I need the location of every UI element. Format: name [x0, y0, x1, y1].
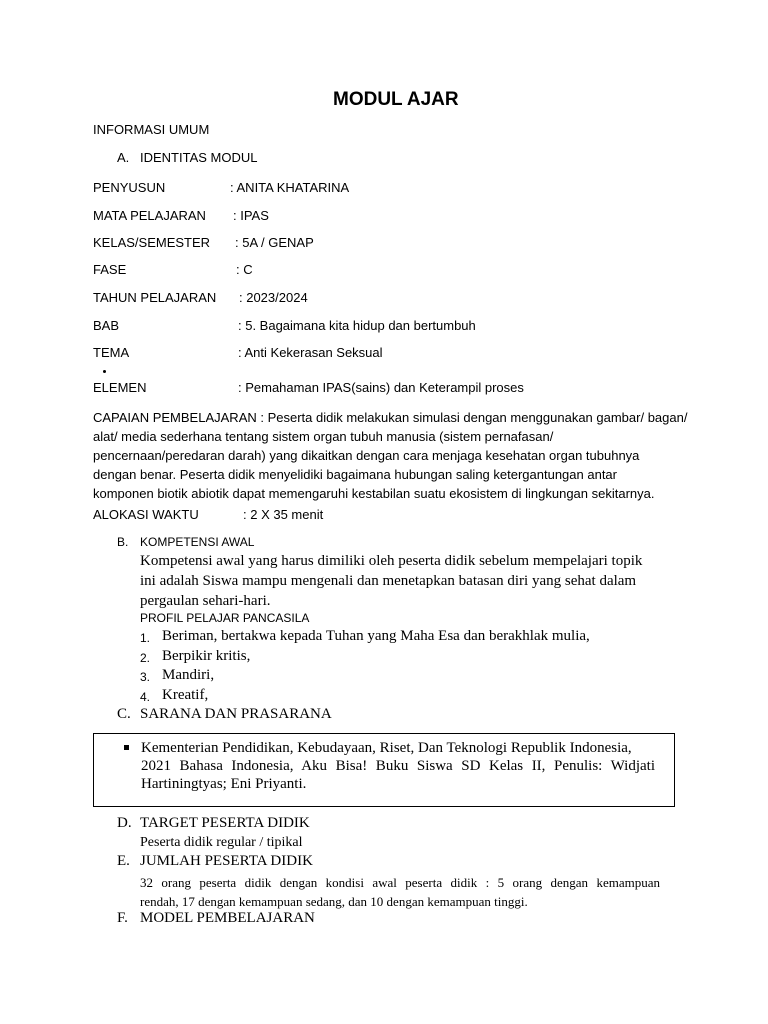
- field-value-penyusun: : ANITA KHATARINA: [230, 180, 350, 195]
- jumlah-line: 32 orang peserta didik dengan kondisi awal peserta didik : 5 orang dengan kemampuan: [140, 875, 660, 890]
- section-informasi-umum: INFORMASI UMUM: [93, 122, 210, 137]
- field-label-elemen: ELEMEN: [93, 380, 147, 395]
- field-label-tahun-pelajaran: TAHUN PELAJARAN: [93, 290, 217, 305]
- jumlah-letter: E.: [117, 853, 130, 869]
- kompetensi-heading: KOMPETENSI AWAL: [140, 535, 255, 549]
- capaian-pembelajaran: [93, 408, 688, 503]
- jumlah-line: rendah, 17 dengan kemampuan sedang, dan 10 dengan kemampuan tinggi.: [140, 894, 528, 909]
- field-value-kelas-semester: : 5A / GENAP: [235, 235, 314, 250]
- sarana-line: 2021 Bahasa Indonesia, Aku Bisa! Buku Siswa SD Kelas II, Penulis: Widjati: [141, 758, 655, 774]
- profil-heading: PROFIL PELAJAR PANCASILA: [140, 611, 310, 625]
- kompetensi-letter: B.: [117, 535, 129, 549]
- field-value-tahun-pelajaran: : 2023/2024: [239, 290, 308, 305]
- target-text: Peserta didik regular / tipikal: [140, 835, 303, 850]
- sarana-line: Kementerian Pendidikan, Kebudayaan, Riset, Dan Teknologi Republik Indonesia,: [141, 740, 632, 756]
- jumlah-text: [140, 873, 660, 911]
- model-heading: MODEL PEMBELAJARAN: [140, 910, 315, 926]
- kompetensi-text: [140, 551, 680, 611]
- field-label-penyusun: PENYUSUN: [93, 180, 166, 195]
- target-heading: TARGET PESERTA DIDIK: [140, 815, 310, 831]
- profil-item-num: 2.: [140, 651, 151, 665]
- field-label-mata-pelajaran: MATA PELAJARAN: [93, 208, 206, 223]
- capaian-line: dengan benar. Peserta didik menyelidiki bagaimana hubungan saling ketergantungan antar: [93, 467, 617, 482]
- kompetensi-line: pergaulan sehari-hari.: [140, 593, 271, 609]
- sarana-heading: SARANA DAN PRASARANA: [140, 706, 332, 722]
- capaian-line: alat/ media sederhana tentang sistem organ tubuh manusia (sistem pernafasan/: [93, 429, 554, 444]
- profil-item-text: Beriman, bertakwa kepada Tuhan yang Maha Esa dan berakhlak mulia,: [162, 628, 590, 644]
- kompetensi-line: Kompetensi awal yang harus dimiliki oleh peserta didik sebelum mempelajari topik: [140, 553, 643, 569]
- profil-item-text: Mandiri,: [162, 667, 215, 683]
- field-label-bab: BAB: [93, 318, 120, 333]
- kompetensi-line: ini adalah Siswa mampu mengenali dan menetapkan batasan diri yang sehat dalam: [140, 573, 637, 589]
- jumlah-heading: JUMLAH PESERTA DIDIK: [140, 853, 313, 869]
- profil-item-text: Berpikir kritis,: [162, 648, 251, 664]
- sarana-letter: C.: [117, 706, 131, 722]
- page-title: MODUL AJAR: [333, 89, 459, 110]
- capaian-line: komponen biotik abiotik dapat memengaruhi kestabilan suatu ekosistem di lingkungan sekitarnya.: [93, 486, 655, 501]
- profil-item-num: 3.: [140, 670, 151, 684]
- stray-bullet-dot: [103, 370, 106, 373]
- target-letter: D.: [117, 815, 132, 831]
- field-value-elemen: : Pemahaman IPAS(sains) dan Keterampil proses: [238, 380, 524, 395]
- profil-item-text: Kreatif,: [162, 687, 209, 703]
- sarana-reference: [141, 739, 655, 793]
- field-value-mata-pelajaran: : IPAS: [233, 208, 269, 223]
- identitas-heading: IDENTITAS MODUL: [140, 150, 258, 165]
- field-value-bab: : 5. Bagaimana kita hidup dan bertumbuh: [238, 318, 476, 333]
- identitas-letter: A.: [117, 150, 130, 165]
- alokasi-value: : 2 X 35 menit: [243, 507, 324, 522]
- field-value-tema: : Anti Kekerasan Seksual: [238, 345, 383, 360]
- sarana-line: Hartiningtyas; Eni Priyanti.: [141, 776, 307, 792]
- field-label-fase: FASE: [93, 262, 127, 277]
- model-letter: F.: [117, 910, 128, 926]
- field-label-tema: TEMA: [93, 345, 130, 360]
- alokasi-label: ALOKASI WAKTU: [93, 507, 199, 522]
- field-value-fase: : C: [236, 262, 253, 277]
- square-bullet-icon: [124, 745, 129, 750]
- capaian-line: CAPAIAN PEMBELAJARAN : Peserta didik melakukan simulasi dengan menggunakan gambar/ bagan/: [93, 410, 688, 425]
- profil-item-num: 1.: [140, 631, 151, 645]
- capaian-line: pencernaan/peredaran darah) yang dikaitkan dengan cara menjaga kesehatan organ tubuhnya: [93, 448, 640, 463]
- field-label-kelas-semester: KELAS/SEMESTER: [93, 235, 211, 250]
- profil-item-num: 4.: [140, 690, 151, 704]
